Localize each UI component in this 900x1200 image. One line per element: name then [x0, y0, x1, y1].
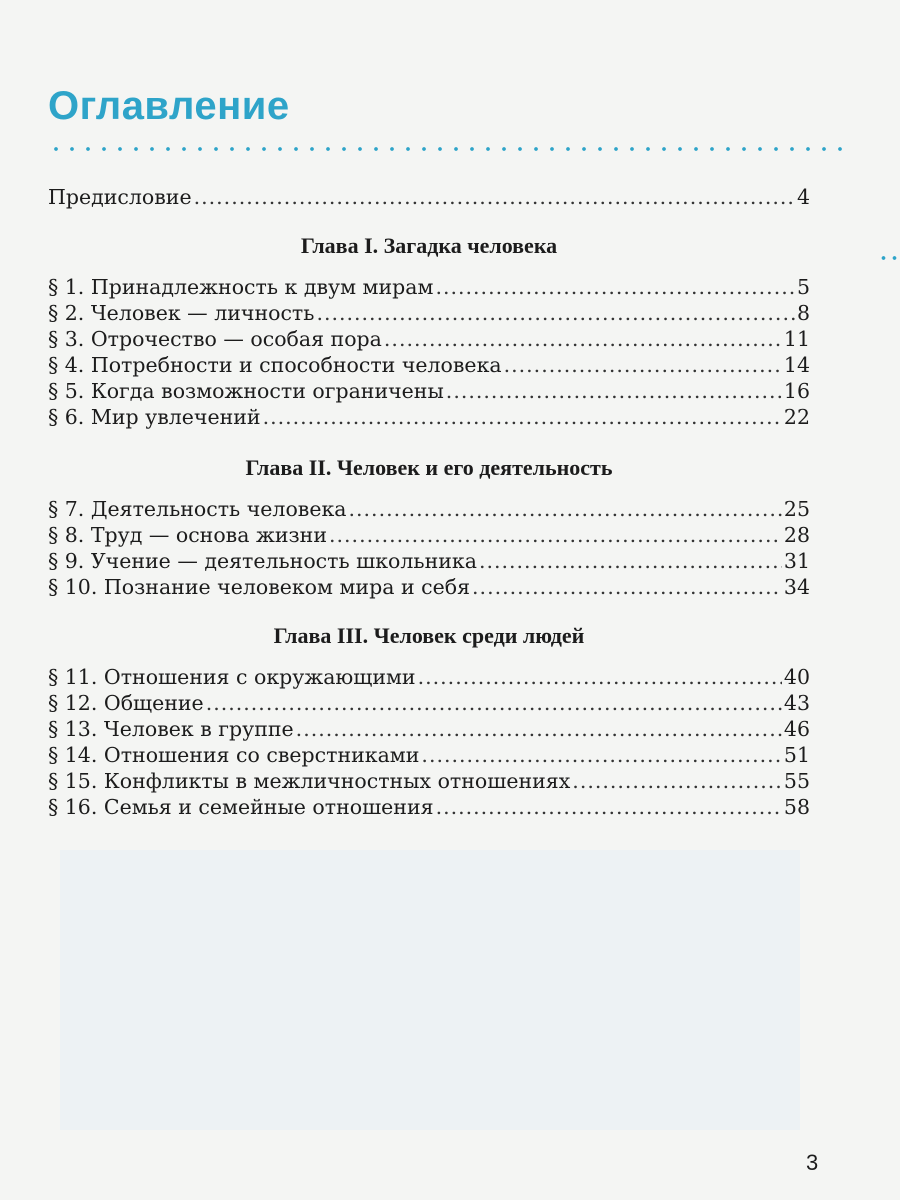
toc-entry-label: § 8. Труд — основа жизни	[48, 523, 327, 547]
toc-entry[interactable]	[48, 496, 810, 522]
toc-entry[interactable]	[48, 574, 810, 600]
toc-entry[interactable]	[48, 522, 810, 548]
dot-leader	[206, 690, 782, 716]
toc-entry[interactable]	[48, 768, 810, 794]
toc-entry-label: § 12. Общение	[48, 691, 204, 715]
toc-entry-preface[interactable]	[48, 184, 810, 210]
dot-leader	[446, 378, 782, 404]
dot-leader	[418, 664, 782, 690]
toc-entry-page: 34	[783, 575, 810, 599]
toc-entry-page: 11	[783, 327, 810, 351]
dot-leader	[316, 300, 795, 326]
toc-entry-label: § 9. Учение — деятельность школьника	[48, 549, 477, 573]
dot-leader	[296, 716, 782, 742]
toc-entry-label: § 16. Семья и семейные отношения	[48, 795, 434, 819]
toc-entry[interactable]	[48, 548, 810, 574]
dot-leader	[479, 548, 782, 574]
dot-leader	[329, 522, 782, 548]
toc-entry-label: § 14. Отношения со сверстниками	[48, 743, 420, 767]
dot-leader	[263, 404, 782, 430]
dot-leader	[436, 794, 782, 820]
toc-entry[interactable]	[48, 352, 810, 378]
toc-entry-label: § 11. Отношения с окружающими	[48, 665, 416, 689]
edge-dotted-marker	[878, 256, 900, 260]
dot-leader	[384, 326, 782, 352]
toc-entry-page: 40	[783, 665, 810, 689]
toc-entry-page: 28	[783, 523, 810, 547]
toc-entry-label: § 3. Отрочество — особая пора	[48, 327, 382, 351]
dot-leader	[435, 274, 795, 300]
chapter-heading: Глава III. Человек среди людей	[273, 623, 585, 648]
toc-entry[interactable]	[48, 794, 810, 820]
toc-entry-label: § 10. Познание человеком мира и себя	[48, 575, 471, 599]
toc-entry-label: § 15. Конфликты в межличностных отношениях	[48, 769, 571, 793]
dot-leader	[572, 768, 782, 794]
toc-entry-page: 25	[783, 497, 810, 521]
dot-leader	[472, 574, 782, 600]
toc-entry-page: 14	[783, 353, 810, 377]
toc-entry[interactable]	[48, 664, 810, 690]
toc-entry-page: 16	[783, 379, 810, 403]
toc-entry-page: 31	[783, 549, 810, 573]
toc-entry-label: § 5. Когда возможности ограничены	[48, 379, 444, 403]
page-number: 3	[806, 1150, 819, 1175]
toc-entry[interactable]	[48, 404, 810, 430]
toc-entry-page: 55	[783, 769, 810, 793]
toc-entry-label: § 7. Деятельность человека	[48, 497, 347, 521]
toc-entry-page: 51	[783, 743, 810, 767]
toc-entry-page: 8	[796, 301, 810, 325]
toc-entry-page: 5	[796, 275, 810, 299]
dot-leader	[194, 184, 795, 210]
toc-entry-label: Предисловие	[48, 185, 192, 209]
toc-entry[interactable]	[48, 378, 810, 404]
toc-entry-label: § 1. Принадлежность к двум мирам	[48, 275, 434, 299]
toc-entry-page: 46	[783, 717, 810, 741]
toc-entry[interactable]	[48, 300, 810, 326]
toc-entry[interactable]	[48, 716, 810, 742]
toc-entry-page: 22	[783, 405, 810, 429]
toc-entry-label: § 13. Человек в группе	[48, 717, 294, 741]
dot-leader	[421, 742, 781, 768]
toc-entry[interactable]	[48, 690, 810, 716]
toc-entry-page: 43	[783, 691, 810, 715]
toc-entry[interactable]	[48, 274, 810, 300]
toc-entry[interactable]	[48, 326, 810, 352]
dot-leader	[349, 496, 782, 522]
chapter-heading: Глава I. Загадка человека	[300, 233, 558, 258]
toc-entry[interactable]	[48, 742, 810, 768]
page-title: Оглавление	[48, 84, 290, 128]
toc-entry-label: § 2. Человек — личность	[48, 301, 315, 325]
toc-entry-page: 58	[783, 795, 810, 819]
chapter-heading: Глава II. Человек и его деятельность	[245, 455, 613, 480]
title-dotted-rule	[48, 147, 853, 151]
toc-entry-label: § 6. Мир увлечений	[48, 405, 261, 429]
toc-entry-page: 4	[796, 185, 810, 209]
bleed-through-table-area	[60, 850, 800, 1130]
toc-entry-label: § 4. Потребности и способности человека	[48, 353, 502, 377]
dot-leader	[504, 352, 782, 378]
